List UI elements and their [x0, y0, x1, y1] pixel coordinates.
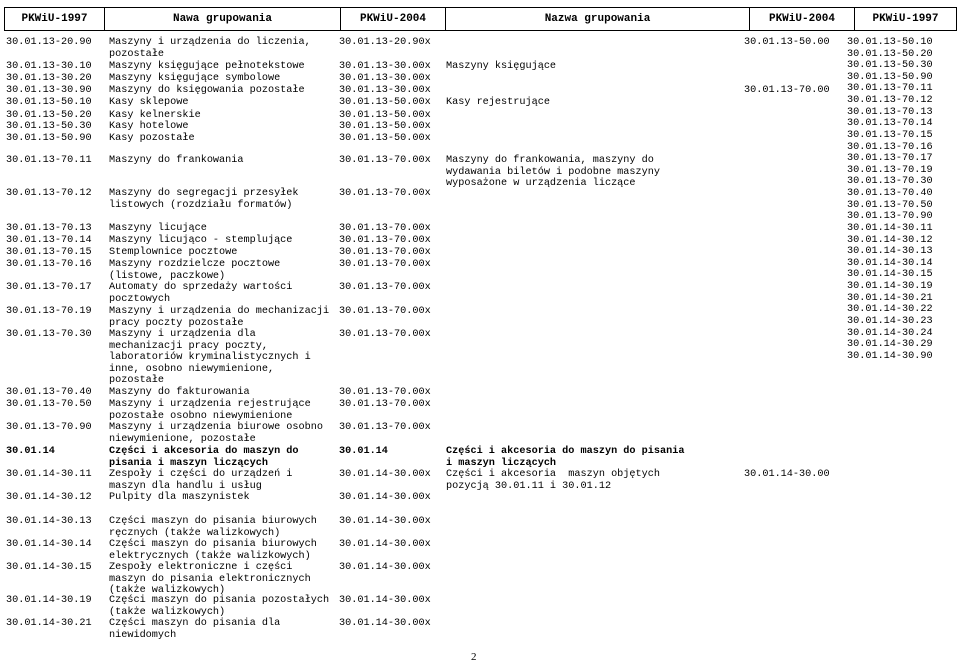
right-code-2004: 30.01.14-30.00	[744, 469, 830, 480]
row-code-2004: 30.01.14-30.00x	[339, 618, 431, 629]
group-name-line: Maszyny do frankowania, maszyny do	[446, 155, 654, 166]
group-name-line: wydawania biletów i podobne maszyny	[446, 166, 660, 178]
row-code-2004: 30.01.14-30.00x	[339, 595, 431, 606]
right-code-1997: 30.01.13-50.90	[847, 71, 933, 83]
row-code-2004: 30.01.13-30.00x	[339, 73, 431, 84]
row-code-1997: 30.01.13-70.17	[6, 282, 92, 293]
right-code-2004: 30.01.13-70.00	[744, 85, 830, 96]
row-name-line: Zespoły elektroniczne i części	[109, 562, 293, 573]
row-code-2004: 30.01.14-30.00x	[339, 562, 431, 573]
row-code-1997: 30.01.13-30.10	[6, 61, 92, 72]
row-code-2004: 30.01.13-70.00x	[339, 422, 431, 433]
row-name-line: niewymienione, pozostałe	[109, 433, 256, 445]
row-name-line: listowych (rozdziału formatów)	[109, 199, 293, 211]
group-name-line: i maszyn liczących	[446, 457, 557, 469]
row-name-line: Części maszyn do pisania biurowych	[109, 516, 317, 527]
row-code-1997: 30.01.14-30.11	[6, 469, 92, 480]
row-code-2004: 30.01.13-50.00x	[339, 97, 431, 108]
row-code-1997: 30.01.13-70.90	[6, 422, 92, 433]
row-name-line: Części maszyn do pisania biurowych	[109, 539, 317, 550]
right-code-1997: 30.01.13-70.11	[847, 83, 933, 95]
row-name-line: niewidomych	[109, 629, 177, 641]
row-code-2004: 30.01.13-50.00x	[339, 133, 431, 144]
row-code-1997: 30.01.13-30.90	[6, 85, 92, 96]
row-code-1997: 30.01.13-20.90	[6, 37, 92, 48]
row-name-line: ręcznych (także walizkowych)	[109, 527, 281, 539]
group-name-line: Kasy rejestrujące	[446, 97, 550, 108]
row-name-line: maszyn dla handlu i usług	[109, 480, 262, 492]
right-code-1997: 30.01.14-30.23	[847, 315, 933, 327]
header-pkwiu-2004: PKWiU-2004	[341, 8, 446, 31]
row-code-2004: 30.01.13-30.00x	[339, 61, 431, 72]
row-code-2004: 30.01.13-70.00x	[339, 282, 431, 293]
right-code-1997: 30.01.13-50.10	[847, 37, 933, 48]
row-code-1997: 30.01.14-30.14	[6, 539, 92, 550]
row-name-line: Kasy hotelowe	[109, 121, 189, 132]
row-code-1997: 30.01.13-50.90	[6, 133, 92, 144]
right-code-1997: 30.01.13-70.90	[847, 211, 933, 223]
row-name-line: laboratoriów kryminalistycznych i	[109, 352, 311, 364]
right-code-1997: 30.01.14-30.13	[847, 246, 933, 258]
right-code-1997: 30.01.14-30.14	[847, 257, 933, 269]
row-name-line: pozostałe	[109, 48, 165, 60]
row-name-line: Pulpity dla maszynistek	[109, 492, 250, 503]
right-code-1997: 30.01.14-30.15	[847, 269, 933, 281]
row-name-line: Maszyny i urządzenia do liczenia,	[109, 37, 311, 48]
row-name-line: Maszyny i urządzenia dla	[109, 329, 256, 340]
row-code-1997: 30.01.14	[6, 446, 55, 457]
header-pkwiu-1997: PKWiU-1997	[5, 8, 105, 31]
group-name-line: Maszyny księgujące	[446, 61, 557, 72]
row-name-line: Części maszyn do pisania dla	[109, 618, 281, 629]
right-code-1997: 30.01.13-50.20	[847, 48, 933, 60]
row-name-line: Zespoły i części do urządzeń i	[109, 469, 293, 480]
row-name-line: Stemplownice pocztowe	[109, 247, 238, 258]
row-code-2004: 30.01.14-30.00x	[339, 516, 431, 527]
row-name-line: mechanizacji pracy poczty,	[109, 340, 268, 352]
right-code-1997: 30.01.14-30.24	[847, 327, 933, 339]
header-group-name: Nawa grupowania	[105, 8, 341, 31]
row-code-1997: 30.01.13-70.12	[6, 188, 92, 199]
row-name-line: Maszyny licujące	[109, 223, 207, 234]
row-name-line: inne, osobno niewymienione,	[109, 363, 275, 375]
right-code-1997: 30.01.13-50.30	[847, 60, 933, 72]
right-code-1997: 30.01.13-70.40	[847, 188, 933, 200]
row-code-1997: 30.01.13-70.16	[6, 259, 92, 270]
row-code-1997: 30.01.13-70.40	[6, 387, 92, 398]
row-name-line: (także walizkowych)	[109, 606, 226, 618]
header-pkwiu-2004-b: PKWiU-2004	[750, 8, 855, 31]
header-group-name-2: Nazwa grupowania	[446, 8, 750, 31]
row-code-1997: 30.01.14-30.19	[6, 595, 92, 606]
right-code-1997: 30.01.13-70.12	[847, 95, 933, 107]
right-code-1997: 30.01.14-30.11	[847, 222, 933, 234]
right-code-1997: 30.01.13-70.14	[847, 118, 933, 130]
right-code-1997: 30.01.14-30.90	[847, 350, 933, 362]
right-code-1997: 30.01.14-30.19	[847, 281, 933, 293]
right-code-1997: 30.01.13-70.15	[847, 129, 933, 141]
row-code-2004: 30.01.13-70.00x	[339, 188, 431, 199]
row-code-1997: 30.01.13-30.20	[6, 73, 92, 84]
right-code-2004: 30.01.13-50.00	[744, 37, 830, 48]
right-code-1997: 30.01.14-30.29	[847, 339, 933, 351]
row-code-2004: 30.01.14-30.00x	[339, 539, 431, 550]
row-name-line: Maszyny do księgowania pozostałe	[109, 85, 305, 96]
row-name-line: pracy poczty pozostałe	[109, 317, 244, 329]
group-name-line: pozycją 30.01.11 i 30.01.12	[446, 480, 612, 492]
row-name-line: maszyn do pisania elektronicznych	[109, 573, 311, 585]
row-name-line: elektrycznych (także walizkowych)	[109, 550, 311, 562]
row-name-line: Maszyny księgujące pełnotekstowe	[109, 61, 305, 72]
row-code-1997: 30.01.14-30.15	[6, 562, 92, 573]
row-code-2004: 30.01.13-70.00x	[339, 399, 431, 410]
row-name-line: Maszyny do segregacji przesyłek	[109, 188, 299, 199]
right-code-1997: 30.01.14-30.21	[847, 292, 933, 304]
row-code-2004: 30.01.14-30.00x	[339, 469, 431, 480]
row-code-2004: 30.01.13-70.00x	[339, 387, 431, 398]
row-code-1997: 30.01.13-70.30	[6, 329, 92, 340]
row-code-1997: 30.01.14-30.13	[6, 516, 92, 527]
row-name-line: Maszyny do fakturowania	[109, 387, 250, 398]
row-name-line: (listowe, paczkowe)	[109, 270, 226, 282]
right-code-1997: 30.01.13-70.13	[847, 106, 933, 118]
row-code-2004: 30.01.14-30.00x	[339, 492, 431, 503]
row-code-2004: 30.01.13-70.00x	[339, 306, 431, 317]
row-name-line: Części i akcesoria do maszyn do	[109, 446, 299, 457]
right-code-1997: 30.01.13-70.50	[847, 199, 933, 211]
right-code-1997: 30.01.14-30.12	[847, 234, 933, 246]
right-code-1997: 30.01.13-70.17	[847, 153, 933, 165]
row-name-line: pisania i maszyn liczących	[109, 457, 268, 469]
row-code-2004: 30.01.13-70.00x	[339, 235, 431, 246]
row-code-1997: 30.01.13-70.19	[6, 306, 92, 317]
row-code-1997: 30.01.13-50.30	[6, 121, 92, 132]
row-name-line: Maszyny i urządzenia rejestrujące	[109, 399, 311, 410]
row-name-line: (także walizkowych)	[109, 585, 226, 597]
row-name-line: Kasy pozostałe	[109, 133, 195, 144]
group-name-line: wyposażone w urządzenia liczące	[446, 178, 636, 190]
row-code-2004: 30.01.13-50.00x	[339, 110, 431, 121]
row-name-line: Maszyny księgujące symbolowe	[109, 73, 281, 84]
right-code-1997: 30.01.13-70.30	[847, 176, 933, 188]
row-name-line: pozostałe	[109, 375, 165, 387]
row-code-2004: 30.01.13-70.00x	[339, 155, 431, 166]
row-name-line: Automaty do sprzedaży wartości	[109, 282, 293, 293]
row-code-2004: 30.01.13-70.00x	[339, 247, 431, 258]
row-name-line: Maszyny i urządzenia do mechanizacji	[109, 306, 330, 317]
row-code-2004: 30.01.14	[339, 446, 388, 457]
row-name-line: Maszyny i urządzenia biurowe osobno	[109, 422, 323, 433]
page-number: 2	[471, 651, 477, 663]
row-name-line: Kasy sklepowe	[109, 97, 189, 108]
row-code-1997: 30.01.14-30.12	[6, 492, 92, 503]
row-name-line: Części maszyn do pisania pozostałych	[109, 595, 330, 606]
row-code-1997: 30.01.13-70.50	[6, 399, 92, 410]
group-name-line: Części i akcesoria do maszyn do pisania	[446, 446, 685, 457]
row-name-line: Maszyny rozdzielcze pocztowe	[109, 259, 281, 270]
row-code-1997: 30.01.13-50.10	[6, 97, 92, 108]
header-pkwiu-1997-b: PKWiU-1997	[855, 8, 957, 31]
row-name-line: Maszyny licująco - stemplujące	[109, 235, 293, 246]
right-code-1997: 30.01.13-70.19	[847, 164, 933, 176]
row-code-2004: 30.01.13-70.00x	[339, 223, 431, 234]
row-code-2004: 30.01.13-20.90x	[339, 37, 431, 48]
row-name-line: Maszyny do frankowania	[109, 155, 244, 166]
row-name-line: pocztowych	[109, 293, 171, 305]
row-code-1997: 30.01.13-70.14	[6, 235, 92, 246]
row-code-2004: 30.01.13-70.00x	[339, 259, 431, 270]
row-code-1997: 30.01.14-30.21	[6, 618, 92, 629]
row-name-line: Kasy kelnerskie	[109, 110, 201, 121]
row-code-1997: 30.01.13-70.11	[6, 155, 92, 166]
row-name-line: pozostałe osobno niewymienione	[109, 410, 293, 422]
group-name-line: Części i akcesoria maszyn objętych	[446, 469, 660, 480]
right-code-1997: 30.01.13-70.16	[847, 141, 933, 153]
row-code-1997: 30.01.13-70.15	[6, 247, 92, 258]
row-code-1997: 30.01.13-50.20	[6, 110, 92, 121]
row-code-2004: 30.01.13-30.00x	[339, 85, 431, 96]
row-code-2004: 30.01.13-70.00x	[339, 329, 431, 340]
row-code-2004: 30.01.13-50.00x	[339, 121, 431, 132]
row-code-1997: 30.01.13-70.13	[6, 223, 92, 234]
right-code-1997: 30.01.14-30.22	[847, 304, 933, 316]
